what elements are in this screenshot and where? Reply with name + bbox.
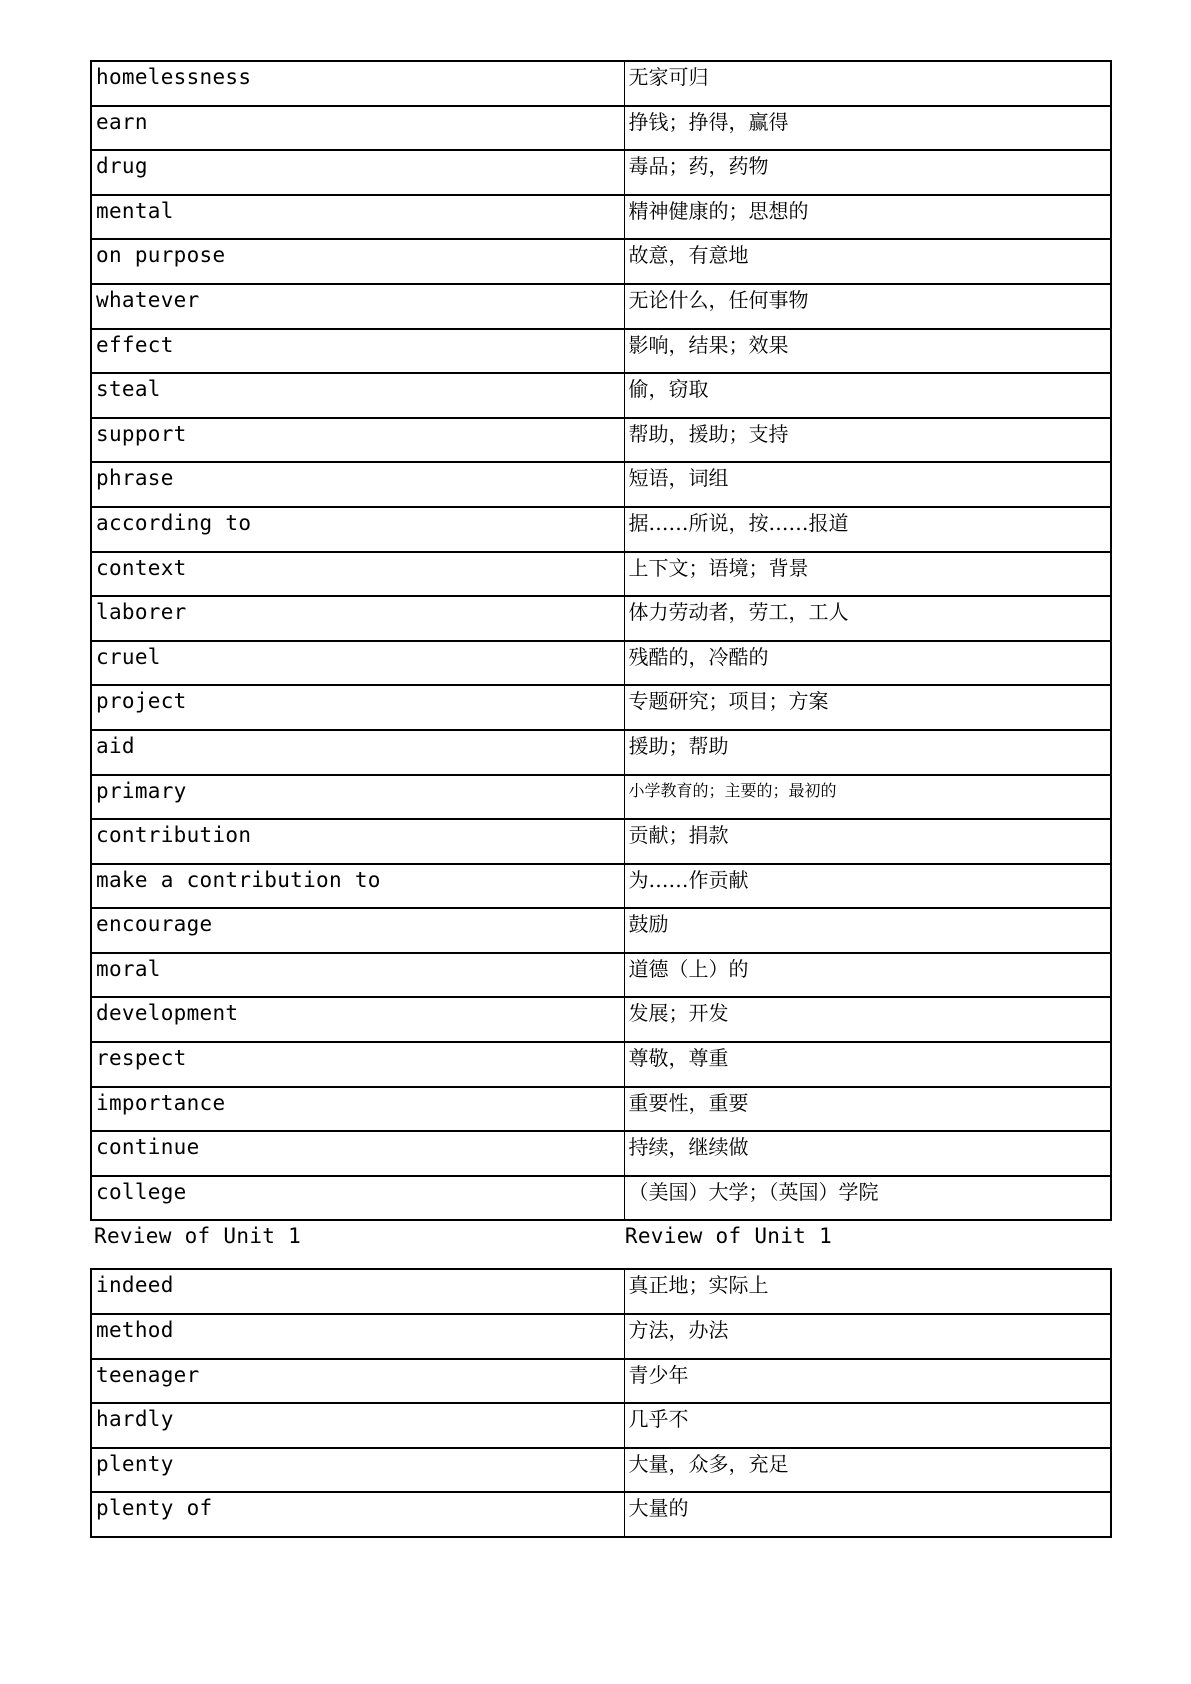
chinese-meaning: 大量的	[624, 1492, 1111, 1537]
chinese-meaning: 上下文；语境；背景	[624, 552, 1111, 597]
table-row	[91, 908, 1111, 953]
english-term: plenty	[91, 1448, 624, 1493]
table-row	[91, 329, 1111, 374]
chinese-meaning: 据……所说，按……报道	[624, 507, 1111, 552]
table-row	[91, 1359, 1111, 1404]
table-row	[91, 997, 1111, 1042]
english-term: effect	[91, 329, 624, 374]
table-row	[91, 1131, 1111, 1176]
english-term: plenty of	[91, 1492, 624, 1537]
chinese-meaning: 道德（上）的	[624, 953, 1111, 998]
english-term: steal	[91, 373, 624, 418]
english-term: continue	[91, 1131, 624, 1176]
english-term: whatever	[91, 284, 624, 329]
english-term: moral	[91, 953, 624, 998]
english-term: according to	[91, 507, 624, 552]
english-term: development	[91, 997, 624, 1042]
vocab-table-1	[90, 60, 1112, 1221]
chinese-meaning: 无家可归	[624, 61, 1111, 106]
chinese-meaning: 青少年	[624, 1359, 1111, 1404]
chinese-meaning: 精神健康的；思想的	[624, 195, 1111, 240]
table-row	[91, 1087, 1111, 1132]
vocabulary-sheet	[90, 60, 1110, 1538]
table-row	[91, 239, 1111, 284]
chinese-meaning: 方法，办法	[624, 1314, 1111, 1359]
english-term: aid	[91, 730, 624, 775]
table-row	[91, 1269, 1111, 1314]
table-row	[91, 195, 1111, 240]
english-term: context	[91, 552, 624, 597]
table-row	[91, 106, 1111, 151]
english-term: encourage	[91, 908, 624, 953]
english-term: contribution	[91, 819, 624, 864]
chinese-meaning: （美国）大学；（英国）学院	[624, 1176, 1111, 1221]
english-term: hardly	[91, 1403, 624, 1448]
english-term: method	[91, 1314, 624, 1359]
review-heading-row	[90, 1221, 1110, 1268]
english-term: importance	[91, 1087, 624, 1132]
chinese-meaning: 体力劳动者，劳工，工人	[624, 596, 1111, 641]
chinese-meaning: 无论什么，任何事物	[624, 284, 1111, 329]
chinese-meaning: 短语，词组	[624, 462, 1111, 507]
chinese-meaning: 尊敬，尊重	[624, 1042, 1111, 1087]
chinese-meaning: 为……作贡献	[624, 864, 1111, 909]
table-row	[91, 1448, 1111, 1493]
chinese-meaning: 鼓励	[624, 908, 1111, 953]
english-term: laborer	[91, 596, 624, 641]
table-row	[91, 507, 1111, 552]
chinese-meaning: 持续，继续做	[624, 1131, 1111, 1176]
chinese-meaning: 故意，有意地	[624, 239, 1111, 284]
chinese-meaning: 大量，众多，充足	[624, 1448, 1111, 1493]
table-row	[91, 418, 1111, 463]
chinese-meaning: 几乎不	[624, 1403, 1111, 1448]
chinese-meaning: 小学教育的；主要的；最初的	[624, 775, 1111, 820]
english-term: earn	[91, 106, 624, 151]
english-term: college	[91, 1176, 624, 1221]
chinese-meaning: 发展；开发	[624, 997, 1111, 1042]
review-heading-left: Review of Unit 1	[94, 1224, 302, 1249]
english-term: mental	[91, 195, 624, 240]
table-row	[91, 552, 1111, 597]
table-row	[91, 864, 1111, 909]
chinese-meaning: 偷，窃取	[624, 373, 1111, 418]
english-term: respect	[91, 1042, 624, 1087]
table-row	[91, 775, 1111, 820]
chinese-meaning: 影响，结果；效果	[624, 329, 1111, 374]
table-row	[91, 1314, 1111, 1359]
table-row	[91, 61, 1111, 106]
chinese-meaning: 残酷的，冷酷的	[624, 641, 1111, 686]
chinese-meaning: 援助；帮助	[624, 730, 1111, 775]
table-row	[91, 373, 1111, 418]
table-row	[91, 462, 1111, 507]
english-term: indeed	[91, 1269, 624, 1314]
english-term: support	[91, 418, 624, 463]
chinese-meaning: 帮助，援助；支持	[624, 418, 1111, 463]
review-heading-right: Review of Unit 1	[624, 1224, 833, 1249]
table-row	[91, 1176, 1111, 1221]
table-row	[91, 150, 1111, 195]
chinese-meaning: 专题研究；项目；方案	[624, 685, 1111, 730]
table-row	[91, 1042, 1111, 1087]
table-row	[91, 284, 1111, 329]
vocab-table-2	[90, 1268, 1112, 1538]
chinese-meaning: 真正地；实际上	[624, 1269, 1111, 1314]
english-term: on purpose	[91, 239, 624, 284]
english-term: teenager	[91, 1359, 624, 1404]
english-term: project	[91, 685, 624, 730]
english-term: phrase	[91, 462, 624, 507]
table-row	[91, 1403, 1111, 1448]
table-row	[91, 596, 1111, 641]
chinese-meaning: 贡献；捐款	[624, 819, 1111, 864]
chinese-meaning: 毒品；药，药物	[624, 150, 1111, 195]
english-term: drug	[91, 150, 624, 195]
chinese-meaning: 重要性，重要	[624, 1087, 1111, 1132]
table-row	[91, 1492, 1111, 1537]
table-row	[91, 730, 1111, 775]
chinese-meaning: 挣钱；挣得，赢得	[624, 106, 1111, 151]
table-row	[91, 953, 1111, 998]
table-row	[91, 685, 1111, 730]
english-term: primary	[91, 775, 624, 820]
table-row	[91, 641, 1111, 686]
english-term: cruel	[91, 641, 624, 686]
english-term: homelessness	[91, 61, 624, 106]
table-row	[91, 819, 1111, 864]
english-term: make a contribution to	[91, 864, 624, 909]
